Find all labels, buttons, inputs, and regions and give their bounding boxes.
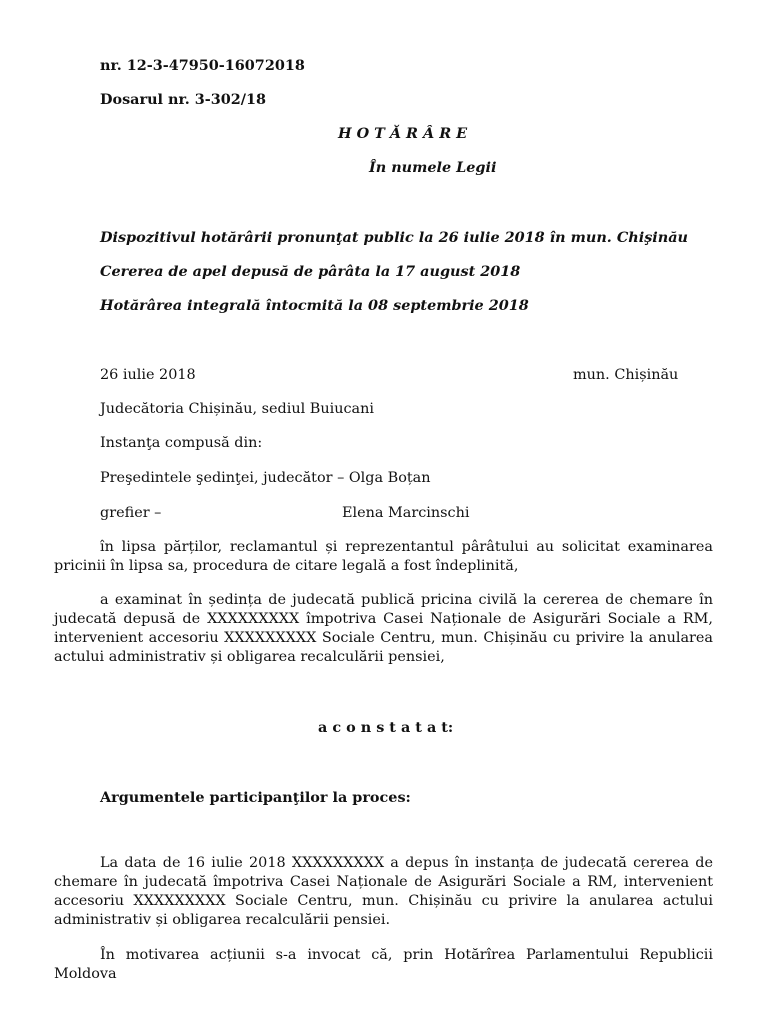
full-decision-date-line: Hotărârea integrală întocmită la 08 septembrie 2018 bbox=[100, 297, 529, 314]
document-title: H O T Ă R Â R E bbox=[338, 125, 468, 142]
court-composition-label: Instanţa compusă din: bbox=[100, 435, 263, 451]
clerk-name: Elena Marcinschi bbox=[342, 505, 470, 521]
paragraph-line: a examinat în ședința de judecată publică pricina civilă la cererea de chemare în bbox=[100, 592, 713, 608]
court-name: Judecătoria Chișinău, sediul Buiucani bbox=[100, 401, 375, 417]
paragraph-line: în lipsa părților, reclamantul și reprezentantul pârâtului au solicitat examinarea bbox=[100, 539, 713, 555]
paragraph-line: accesoriu XXXXXXXXX Sociale Centru, mun. Chișinău cu privire la anularea actului bbox=[54, 893, 713, 909]
paragraph-line: În motivarea acțiunii s-a invocat că, prin Hotărîrea Parlamentului Republicii Moldova bbox=[54, 947, 713, 982]
paragraph-motivation bbox=[54, 946, 713, 984]
paragraph-filing bbox=[54, 854, 713, 930]
paragraph-line: pricinii în lipsa sa, procedura de citare legală a fost îndeplinită, bbox=[54, 558, 519, 574]
appeal-date-line: Cererea de apel depusă de pârâta la 17 august 2018 bbox=[100, 263, 521, 280]
paragraph-line: La data de 16 iulie 2018 XXXXXXXXX a depus în instanța de judecată cererea de bbox=[100, 855, 713, 871]
paragraph-examined bbox=[54, 591, 713, 667]
paragraph-absence bbox=[54, 538, 713, 576]
paragraph-line: intervenient accesoriu XXXXXXXXX Sociale Centru, mun. Chișinău cu privire la anularea bbox=[54, 630, 713, 646]
paragraph-line: chemare în judecată împotriva Casei Naționale de Asigurări Sociale a RM, intervenient bbox=[54, 874, 713, 890]
file-number: Dosarul nr. 3-302/18 bbox=[100, 91, 267, 108]
session-place: mun. Chișinău bbox=[573, 367, 679, 383]
paragraph-line: judecată depusă de XXXXXXXXX împotriva Casei Naționale de Asigurări Sociale a RM, bbox=[54, 611, 713, 627]
document-subtitle: În numele Legii bbox=[369, 159, 497, 176]
case-number: nr. 12-3-47950-16072018 bbox=[100, 57, 305, 74]
found-heading: a c o n s t a t a t: bbox=[318, 719, 454, 736]
section-heading: Argumentele participanţilor la proces: bbox=[100, 789, 411, 806]
clerk-label: grefier – bbox=[100, 505, 162, 521]
presiding-judge: Preşedintele şedinţei, judecător – Olga Boțan bbox=[100, 470, 431, 486]
session-date: 26 iulie 2018 bbox=[100, 367, 196, 383]
paragraph-line: administrativ și obligarea recalculării pensiei. bbox=[54, 912, 391, 928]
pronouncement-date-line: Dispozitivul hotărârii pronunţat public la 26 iulie 2018 în mun. Chişinău bbox=[100, 229, 689, 246]
paragraph-line: actului administrativ și obligarea recalculării pensiei, bbox=[54, 649, 445, 665]
